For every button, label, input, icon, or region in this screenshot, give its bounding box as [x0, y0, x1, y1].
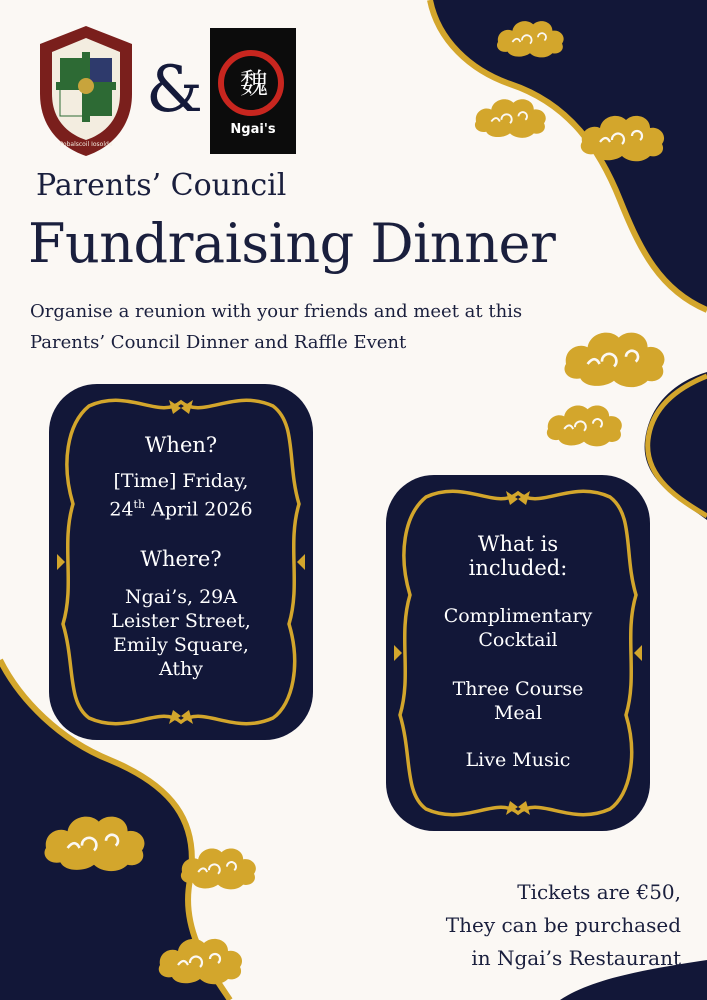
when-where-card — [49, 384, 313, 740]
when-day: 24 — [109, 498, 134, 521]
restaurant-logo-name: Ngai's — [230, 122, 276, 137]
tickets-line-3: in Ngai’s Restaurant — [471, 946, 681, 970]
included-card — [386, 475, 650, 831]
when-heading: When? — [144, 433, 218, 457]
included-item-2-line-2: Meal — [493, 702, 543, 724]
included-item-3: Live Music — [465, 749, 571, 771]
school-crest-logo — [36, 24, 136, 158]
when-day-suffix: th — [133, 498, 146, 511]
when-rest: April 2026 — [145, 498, 253, 521]
where-line-2: Leister Street, — [111, 610, 251, 632]
included-item-1-line-1: Complimentary — [443, 605, 593, 627]
ampersand: & — [146, 53, 203, 127]
tagline-line-1: Organise a reunion with your friends and meet at this — [30, 301, 523, 322]
page-title: Fundraising Dinner — [28, 212, 556, 275]
included-heading-line-1: What is — [477, 532, 559, 556]
subtitle: Parents’ Council — [36, 168, 287, 203]
cloud-icon — [475, 99, 546, 138]
restaurant-logo-char: 魏 — [239, 67, 268, 100]
ribbon-frame-icon — [386, 475, 650, 831]
when-line-1: [Time] Friday, — [113, 470, 249, 492]
tickets-info — [446, 876, 681, 975]
tickets-line-2: They can be purchased — [445, 913, 681, 937]
where-line-4: Athy — [159, 658, 203, 680]
tagline-line-2: Parents’ Council Dinner and Raffle Event — [30, 332, 407, 353]
restaurant-logo — [210, 28, 296, 154]
where-line-1: Ngai’s, 29A — [125, 586, 237, 608]
where-heading: Where? — [140, 547, 222, 571]
when-date — [49, 493, 313, 521]
included-heading-line-2: included: — [468, 556, 568, 580]
included-item-2-line-1: Three Course — [452, 678, 584, 700]
tickets-line-1: Tickets are €50, — [517, 880, 681, 904]
crest-motto: Pobalscoil Iosolde — [59, 141, 113, 148]
cloud-icon — [547, 405, 622, 446]
tagline — [30, 296, 590, 358]
included-item-1-line-2: Cocktail — [478, 629, 558, 651]
where-line-3: Emily Square, — [113, 634, 249, 656]
